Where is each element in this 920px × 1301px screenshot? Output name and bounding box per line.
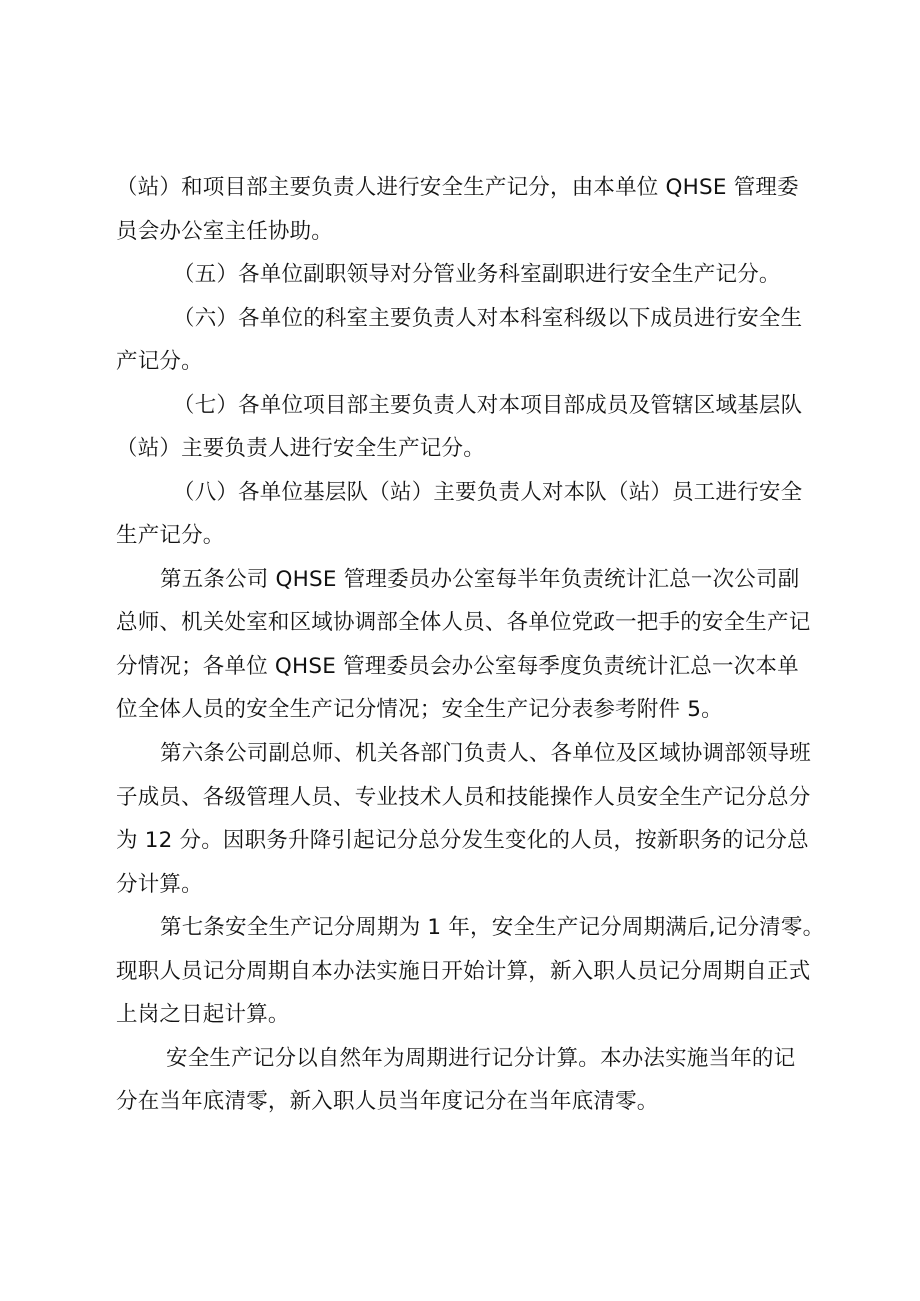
text-line: 总师、机关处室和区域协调部全体人员、各单位党政一把手的安全生产记 [116, 610, 811, 635]
text-line: （七）各单位项目部主要负责人对本项目部成员及管辖区域基层队 [173, 393, 803, 418]
text-line: 子成员、各级管理人员、专业技术人员和技能操作人员安全生产记分总分 [116, 785, 811, 810]
text-line: 上岗之日起计算。 [116, 1002, 290, 1027]
text-line: （六）各单位的科室主要负责人对本科室科级以下成员进行安全生 [173, 306, 803, 331]
text-line: 安全生产记分以自然年为周期进行记分计算。本办法实施当年的记 [166, 1046, 796, 1071]
text-line: 第七条安全生产记分周期为 1 年，安全生产记分周期满后,记分清零。 [160, 915, 825, 940]
text-line: 第五条公司 QHSE 管理委员办公室每半年负责统计汇总一次公司副 [160, 567, 800, 592]
text-line: （八）各单位基层队（站）主要负责人对本队（站）员工进行安全 [173, 480, 803, 505]
text-line: （站）主要负责人进行安全生产记分。 [116, 436, 485, 461]
text-line: （五）各单位副职领导对分管业务科室副职进行安全生产记分。 [173, 262, 781, 287]
text-line: 产记分。 [116, 349, 203, 374]
text-line: 生产记分。 [116, 523, 225, 548]
text-line: （站）和项目部主要负责人进行安全生产记分，由本单位 QHSE 管理委 [116, 175, 799, 200]
text-line: 分在当年底清零，新入职人员当年度记分在当年底清零。 [116, 1089, 659, 1114]
text-line: 现职人员记分周期自本办法实施日开始计算，新入职人员记分周期自正式 [116, 959, 811, 984]
text-line: 为 12 分。因职务升降引起记分总分发生变化的人员，按新职务的记分总 [116, 828, 809, 853]
text-line: 位全体人员的安全生产记分情况；安全生产记分表参考附件 5。 [116, 697, 723, 722]
text-line: 第六条公司副总师、机关各部门负责人、各单位及区域协调部领导班 [160, 741, 812, 766]
text-line: 员会办公室主任协助。 [116, 219, 334, 244]
text-line: 分计算。 [116, 872, 203, 897]
text-line: 分情况；各单位 QHSE 管理委员会办公室每季度负责统计汇总一次本单 [116, 654, 799, 679]
